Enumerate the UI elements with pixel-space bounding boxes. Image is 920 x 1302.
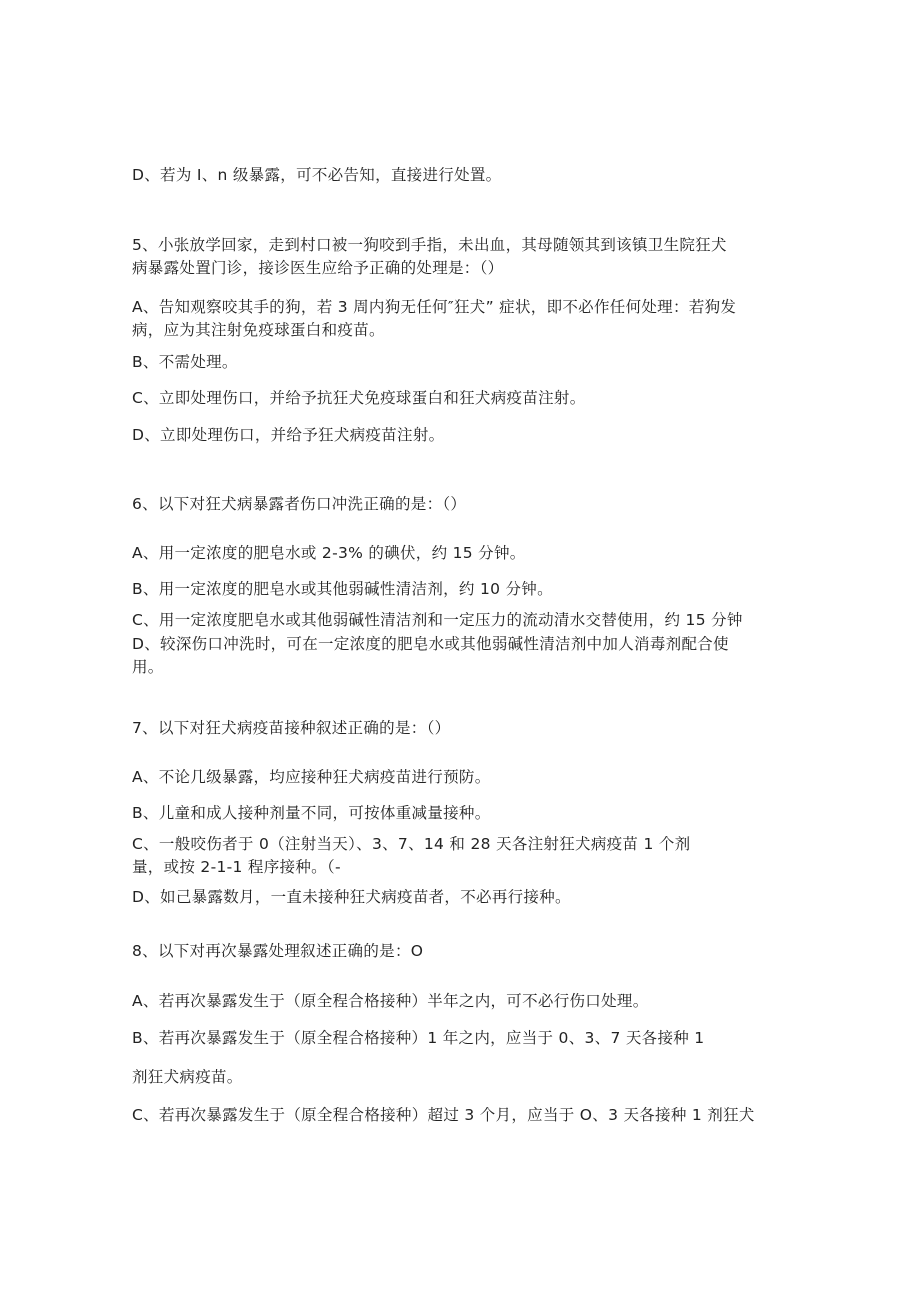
q5-stem-line-2: 病暴露处置门诊，接诊医生应给予正确的处理是：（）: [132, 259, 504, 277]
q6-option-d-line-1: D、较深伤口冲洗时，可在一定浓度的肥皂水或其他弱碱性清洁剂中加人消毒剂配合使: [132, 635, 729, 653]
q6-stem: 6、以下对狂犬病暴露者伤口冲洗正确的是：（）: [132, 495, 467, 513]
q5-option-d: D、立即处理伤口，并给予狂犬病疫苗注射。: [132, 426, 445, 444]
q8-option-b-line-2: 剂狂犬病疫苗。: [132, 1068, 243, 1086]
q8-stem: 8、以下对再次暴露处理叙述正确的是：O: [132, 942, 424, 960]
q7-option-b: B、儿童和成人接种剂量不同，可按体重减量接种。: [132, 804, 491, 822]
q4-option-d: D、若为 I、n 级暴露，可不必告知，直接进行处置。: [132, 166, 502, 184]
q5-stem-line-1: 5、小张放学回家，走到村口被一狗咬到手指，未出血，其母随领其到该镇卫生院狂犬: [132, 236, 727, 254]
q7-option-c-line-1: C、一般咬伤者于 0（注射当天）、3、7、14 和 28 天各注射狂犬病疫苗 1 个剂: [132, 835, 691, 853]
q8-option-c: C、若再次暴露发生于（原全程合格接种）超过 3 个月，应当于 O、3 天各接种 1 剂狂犬: [132, 1106, 755, 1124]
q7-option-d: D、如己暴露数月，一直未接种狂犬病疫苗者，不必再行接种。: [132, 888, 571, 906]
q6-option-d-line-2: 用。: [132, 658, 164, 676]
q7-stem: 7、以下对狂犬病疫苗接种叙述正确的是：（）: [132, 719, 451, 737]
q8-option-a: A、若再次暴露发生于（原全程合格接种）半年之内，可不必行伤口处理。: [132, 992, 649, 1010]
q5-option-b: B、不需处理。: [132, 353, 238, 371]
q6-option-a: A、用一定浓度的肥皂水或 2-3% 的碘伏，约 15 分钟。: [132, 544, 526, 562]
q5-option-a-line-1: A、告知观察咬其手的狗，若 3 周内狗无任何″狂犬” 症状，即不必作任何处理：若狗发: [132, 298, 737, 316]
q7-option-a: A、不论几级暴露，均应接种狂犬病疫苗进行预防。: [132, 768, 491, 786]
q8-option-b-line-1: B、若再次暴露发生于（原全程合格接种）1 年之内，应当于 0、3、7 天各接种 1: [132, 1029, 705, 1047]
q5-option-c: C、立即处理伤口，并给予抗狂犬免疫球蛋白和狂犬病疫苗注射。: [132, 389, 586, 407]
q6-option-b: B、用一定浓度的肥皂水或其他弱碱性清洁剂，约 10 分钟。: [132, 580, 553, 598]
q7-option-c-line-2: 量，或按 2-1-1 程序接种。（-: [132, 858, 341, 876]
q6-option-c: C、用一定浓度肥皂水或其他弱碱性清洁剂和一定压力的流动清水交替使用，约 15 分钟: [132, 611, 743, 629]
q5-option-a-line-2: 病，应为其注射免疫球蛋白和疫苗。: [132, 321, 385, 339]
